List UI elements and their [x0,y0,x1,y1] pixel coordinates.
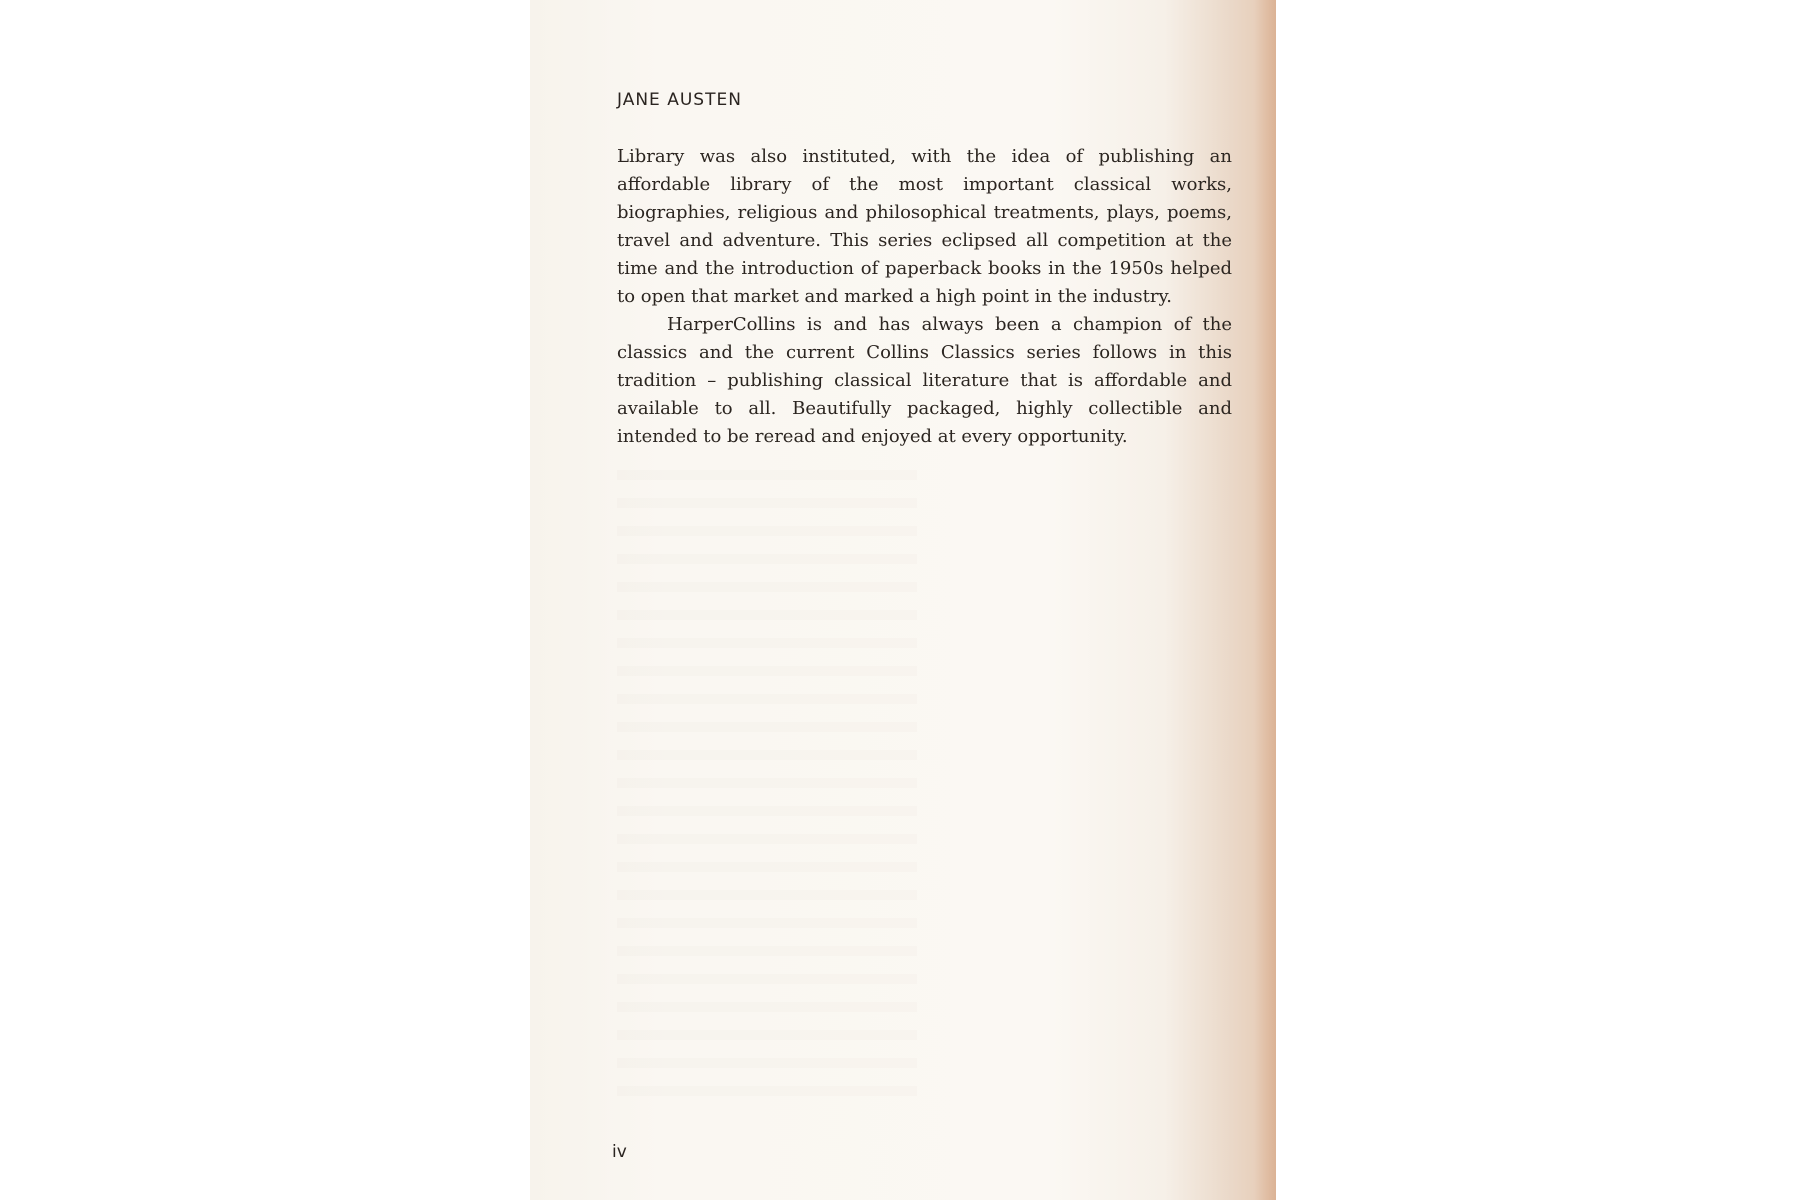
running-head: JANE AUSTEN [617,90,742,110]
book-page [530,0,1276,1200]
paragraph-2: HarperCollins is and has always been a champion of the classics and the current Collins Classics series follows in this tradition – publishing classical literature that is affordable and available to all. Beautifully packaged, highly collectible and intended to be reread and enjoyed at every opportunity. [617,314,1232,447]
show-through-text [617,470,917,1110]
page-number: iv [612,1142,627,1162]
paragraph-1: Library was also instituted, with the idea of publishing an affordable library of the most important classical works, biographies, religious and philosophical treatments, plays, poems, travel and adventure. This series eclipsed all competition at the time and the introduction of paperback books in the 1950s helped to open that market and marked a high point in the industry. [617,146,1232,307]
page-gutter-shadow [1254,0,1276,1200]
body-text [617,143,1232,451]
